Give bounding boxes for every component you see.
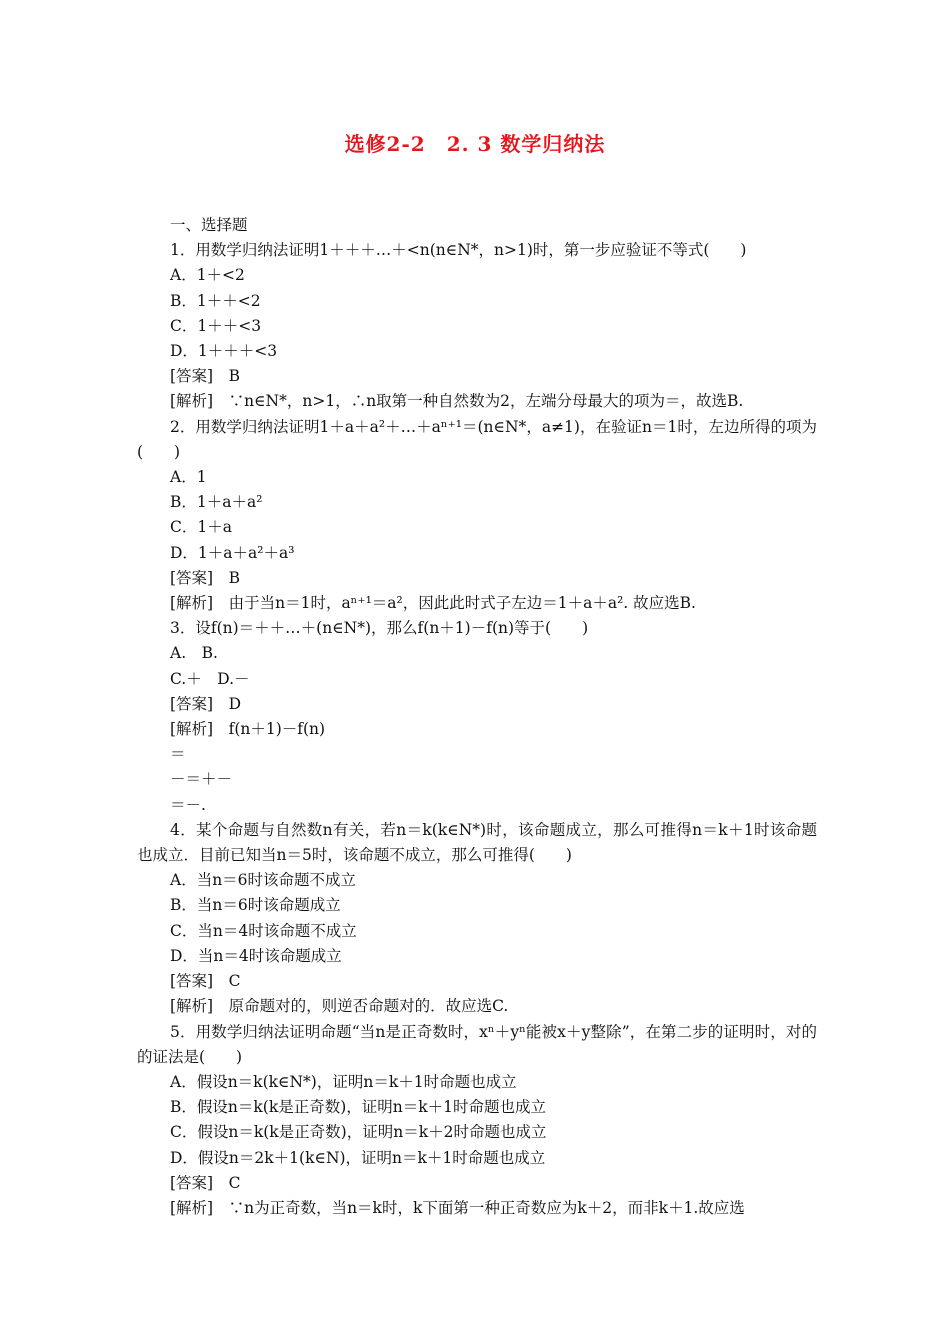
q2-analysis: [解析] 由于当n＝1时，aⁿ⁺¹＝a²，因此此时式子左边＝1＋a＋a². 故应选B. — [170, 594, 696, 613]
question-5: 5．用数学归纳法证明命题“当n是正奇数时，xⁿ＋yⁿ能被x＋y整除”，在第二步的证明时，对的的证法是( ) — [137, 1022, 817, 1066]
q3-analysis-step-3: ＝－. — [170, 795, 206, 814]
section-heading: 一、选择题 — [170, 216, 248, 234]
q1-option-b: B．1＋＋<2 — [170, 291, 261, 310]
q5-option-c: C．假设n＝k(k是正奇数)，证明n＝k＋2时命题也成立 — [170, 1123, 547, 1142]
q1-option-c: C．1＋＋<3 — [170, 316, 262, 335]
q3-answer: [答案] D — [170, 694, 242, 713]
q2-option-c: C．1＋a — [170, 518, 232, 537]
q3-analysis-step-2: －＝＋－ — [170, 770, 233, 789]
question-4: 4．某个命题与自然数n有关，若n＝k(k∈N*)时，该命题成立，那么可推得n＝k＋1时该命题也成立．目前已知当n＝5时，该命题不成立，那么可推得( ) — [137, 820, 817, 865]
q4-option-c: C．当n＝4时该命题不成立 — [170, 921, 357, 940]
q5-analysis: [解析] ∵n为正奇数，当n＝k时，k下面第一种正奇数应为k＋2，而非k＋1.故应选 — [170, 1198, 745, 1217]
page-title: 选修2-2 2. 3 数学归纳法 — [344, 132, 606, 156]
q4-option-d: D．当n＝4时该命题成立 — [170, 946, 342, 965]
q3-options-ab: A. B. — [170, 644, 218, 663]
q2-option-a: A．1 — [170, 468, 207, 487]
q1-answer: [答案] B — [170, 367, 240, 386]
document-body — [137, 213, 817, 1221]
q4-option-a: A．当n＝6时该命题不成立 — [170, 871, 357, 890]
q2-answer: [答案] B — [170, 568, 240, 587]
q5-answer: [答案] C — [170, 1173, 241, 1192]
q1-option-d: D．1＋＋＋<3 — [170, 342, 278, 361]
q4-option-b: B．当n＝6时该命题成立 — [170, 896, 341, 915]
q3-analysis: [解析] f(n＋1)－f(n) — [170, 720, 326, 739]
q5-option-b: B．假设n＝k(k是正奇数)，证明n＝k＋1时命题也成立 — [170, 1098, 546, 1117]
q3-analysis-step-1: ＝ — [170, 745, 186, 764]
q3-options-cd: C.＋ D.－ — [170, 669, 250, 688]
q5-option-d: D．假设n＝2k＋1(k∈N)，证明n＝k＋1时命题也成立 — [170, 1148, 546, 1167]
question-1: 1．用数学归纳法证明1＋＋＋…＋<n(n∈N*，n>1)时，第一步应验证不等式( ) — [170, 241, 747, 260]
q4-analysis: [解析] 原命题对的，则逆否命题对的．故应选C. — [170, 997, 509, 1016]
q1-option-a: A．1＋<2 — [170, 266, 245, 285]
q1-analysis: [解析] ∵n∈N*，n>1，∴n取第一种自然数为2，左端分母最大的项为＝，故选B. — [170, 392, 744, 411]
q5-option-a: A．假设n＝k(k∈N*)，证明n＝k＋1时命题也成立 — [170, 1072, 517, 1091]
q2-option-d: D．1＋a＋a²＋a³ — [170, 543, 295, 562]
q4-answer: [答案] C — [170, 972, 241, 991]
question-3: 3．设f(n)＝＋＋…＋(n∈N*)，那么f(n＋1)－f(n)等于( ) — [170, 619, 589, 638]
question-2: 2．用数学归纳法证明1＋a＋a²＋…＋aⁿ⁺¹＝(n∈N*，a≠1)，在验证n＝1时，左边所得的项为( ) — [137, 417, 817, 461]
q2-option-b: B．1＋a＋a² — [170, 493, 263, 512]
